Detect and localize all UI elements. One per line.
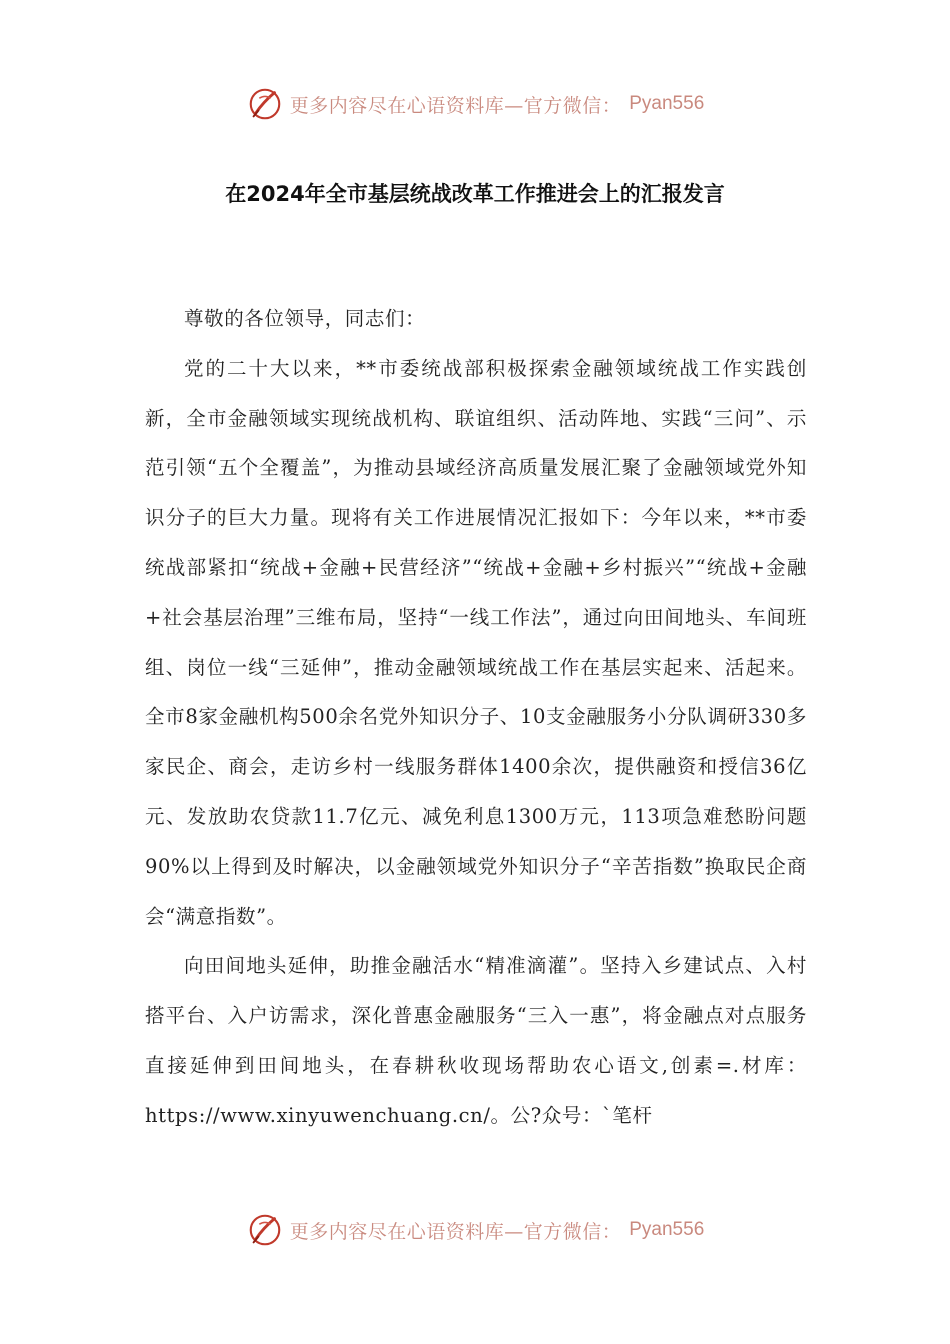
- pen-logo-icon: [246, 1211, 284, 1249]
- banner-handle: Pyan556: [629, 93, 705, 114]
- document-title: 在2024年全市基层统战改革工作推进会上的汇报发言: [225, 182, 725, 206]
- banner-handle: Pyan556: [629, 1219, 705, 1240]
- banner-text: 更多内容尽在心语资料库—官方微信：: [289, 94, 622, 117]
- paragraph-2: 向田间地头延伸，助推金融活水“精准滴灌”。坚持入乡建试点、入村搭平台、入户访需求，深化普惠金融服务“三入一惠”，将金融点对点服务直接延伸到田间地头，在春耕秋收现场帮助农心语文,创素=.材库：https://www.xinyuwenchuang.cn/。公?众号：`笔杆: [145, 954, 807, 1127]
- header-watermark-banner: [0, 82, 950, 126]
- greeting: 尊敬的各位领导，同志们：: [184, 307, 426, 330]
- pen-logo-icon: [246, 85, 284, 123]
- document-body: [145, 294, 807, 1141]
- paragraph-1: 党的二十大以来，**市委统战部积极探索金融领域统战工作实践创新，全市金融领域实现统战机构、联谊组织、活动阵地、实践“三问”、示范引领“五个全覆盖”，为推动县域经济高质量发展汇聚了金融领域党外知识分子的巨大力量。现将有关工作进展情况汇报如下：今年以来，**市委统战部紧扣“统战+金融+民营经济”“统战+金融+乡村振兴”“统战+金融+社会基层治理”三维布局，坚持“一线工作法”，通过向田间地头、车间班组、岗位一线“三延伸”，推动金融领域统战工作在基层实起来、活起来。全市8家金融机构500余名党外知识分子、10支金融服务小分队调研330多家民企、商会，走访乡村一线服务群体1400余次，提供融资和授信36亿元、发放助农贷款11.7亿元、减免利息1300万元，113项急难愁盼问题90%以上得到及时解决，以金融领域党外知识分子“辛苦指数”换取民企商会“满意指数”。: [145, 356, 807, 928]
- footer-watermark-banner: [0, 1208, 950, 1252]
- banner-text: 更多内容尽在心语资料库—官方微信：: [289, 1220, 622, 1243]
